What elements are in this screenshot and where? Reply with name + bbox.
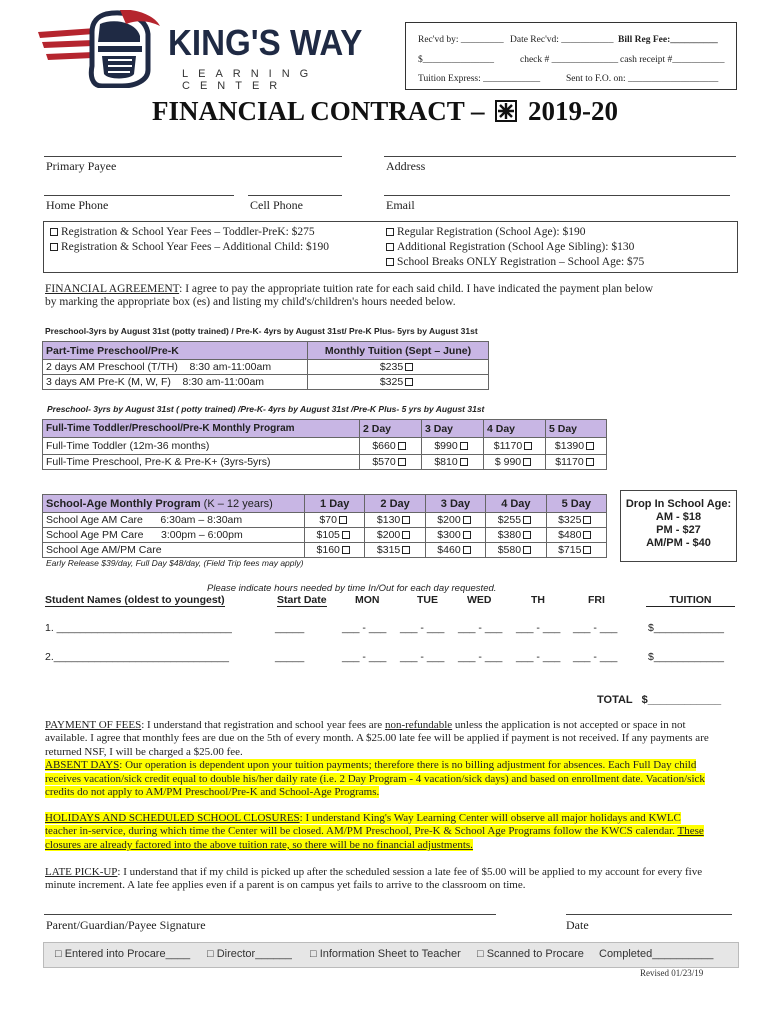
checkbox[interactable] — [50, 243, 58, 251]
student-row-1 — [45, 622, 735, 636]
date-label: Date — [566, 918, 589, 932]
checkbox[interactable] — [50, 228, 58, 236]
reg-school-breaks[interactable]: School Breaks ONLY Registration – School Age: $75 — [384, 256, 644, 268]
drop-in-ampm: AM/PM - $40 — [646, 537, 711, 549]
mon-field[interactable]: ___ - ___ — [342, 622, 387, 634]
th-field[interactable]: ___ - ___ — [516, 651, 561, 663]
checkbox[interactable] — [398, 442, 406, 450]
checkbox[interactable] — [402, 531, 410, 539]
table-row: 3 days AM Pre-K (M, W, F) 8:30 am-11:00am $325 — [43, 375, 489, 390]
start-date-field[interactable]: _____ — [275, 622, 305, 634]
reg-additional-child[interactable]: Registration & School Year Fees – Additional Child: $190 — [48, 241, 329, 253]
tue-field[interactable]: ___ - ___ — [400, 622, 445, 634]
reg-additional-school-age[interactable]: Additional Registration (School Age Sibling): $130 — [384, 241, 634, 253]
knight-helmet-icon — [36, 10, 166, 88]
payment-of-fees: PAYMENT OF FEES: I understand that registration and school year fees are non-refundable unless the application is not accepted or space in not available. I agree that monthly fees are due on the 5th of every month. A $25.00 late fee will be applied if payment is not received. If any payments are returned NSF, I will be charged a $25.00 fee. ABSENT DAYS: Our operation is dependent upon your tuition payments; therefore there is no billing adjustment for absences. Each Full Day child receives vacation/sick credit equal to double his/her daily rate (i.e. 2 Day Program - 4 vacation/sick days) and based on enrollment date. Vacation/sick credits do not apply to AM/PM Preschool/Pre-K and School-Age Programs. — [45, 719, 709, 799]
checkbox[interactable] — [398, 458, 406, 466]
hours-note: Please indicate hours needed by time In/Out for each day requested. — [207, 583, 497, 594]
wed-field[interactable]: ___ - ___ — [458, 651, 503, 663]
checkbox[interactable] — [463, 531, 471, 539]
student-name-field[interactable]: 2.______________________________ — [45, 651, 229, 663]
mon-field[interactable]: ___ - ___ — [342, 651, 387, 663]
completed[interactable]: Completed__________ — [599, 948, 714, 960]
scanned-to-procare[interactable]: □ Scanned to Procare — [477, 948, 584, 960]
email-label: Email — [386, 198, 415, 212]
checkbox[interactable] — [523, 516, 531, 524]
checkbox[interactable] — [523, 531, 531, 539]
hours-header: Student Names (oldest to youngest) Start Date MON TUE WED TH FRI TUITION — [45, 594, 735, 608]
revised-date: Revised 01/23/19 — [640, 968, 704, 978]
fri-field[interactable]: ___ - ___ — [573, 651, 618, 663]
tuition-field[interactable]: $____________ — [648, 622, 724, 634]
financial-agreement: FINANCIAL AGREEMENT: I agree to pay the appropriate tuition rate for each said child. I have indicated the payment plan below by marking the appropriate box (es) and listing my child's/children's hours needed below. — [45, 283, 653, 309]
registration-box — [43, 221, 738, 273]
full-time-table: Full-Time Toddler/Preschool/Pre-K Monthly Program 2 Day 3 Day 4 Day 5 Day Full-Time Toddler (12m-36 months) $660 $990 $1170 $1390 Full-Time Preschool, Pre-K & Pre-K+ (3yrs-5yrs) $570 $810 $ 990 $1170 — [42, 419, 607, 470]
office-status-bar — [43, 942, 739, 968]
office-check: check # ______________ — [520, 55, 619, 65]
title-year: 2019-20 — [528, 96, 619, 126]
th-field[interactable]: ___ - ___ — [516, 622, 561, 634]
checkbox[interactable] — [386, 243, 394, 251]
logo-name: KING'S WAY — [168, 22, 363, 63]
checkbox[interactable] — [463, 546, 471, 554]
checkbox[interactable] — [342, 546, 350, 554]
tue-field[interactable]: ___ - ___ — [400, 651, 445, 663]
office-cash-receipt: cash receipt #___________ — [620, 55, 725, 65]
logo — [36, 10, 386, 92]
total-field[interactable]: TOTAL $____________ — [597, 694, 722, 706]
checkbox[interactable] — [583, 546, 591, 554]
office-use-box — [405, 22, 737, 90]
table-row: School Age PM Care 3:00pm – 6:00pm $105 $200 $300 $380 $480 — [43, 528, 607, 543]
checkbox[interactable] — [405, 363, 413, 371]
info-sheet-to-teacher[interactable]: □ Information Sheet to Teacher — [310, 948, 461, 960]
office-tuition-express: Tuition Express: ____________ — [418, 74, 541, 84]
reg-regular[interactable]: Regular Registration (School Age): $190 — [384, 226, 585, 238]
home-phone-label: Home Phone — [46, 198, 109, 212]
cell-phone-label: Cell Phone — [250, 198, 303, 212]
table-row: 2 days AM Preschool (T/TH) 8:30 am-11:00am $235 — [43, 360, 489, 375]
page-title — [0, 96, 770, 127]
drop-in-box — [620, 490, 737, 562]
school-age-table: School-Age Monthly Program (K – 12 years) 1 Day 2 Day 3 Day 4 Day 5 Day School Age AM Care 6:30am – 8:30am $70 $130 $200 $255 $325 School Age PM Care 3:00pm – 6:00pm $105 $200 $300 $380 $480 School Age AM/PM Care $160 $315 $460 $580 $715 — [42, 494, 607, 558]
checkbox[interactable] — [583, 516, 591, 524]
school-age-fee-note: Early Release $39/day, Full Day $48/day, (Field Trip fees may apply) — [46, 558, 304, 568]
drop-in-title: Drop In School Age: — [625, 498, 732, 510]
part-time-header: Part-Time Preschool/Pre-K — [43, 342, 308, 360]
checkbox[interactable] — [524, 442, 532, 450]
checkbox[interactable] — [523, 546, 531, 554]
primary-payee-label: Primary Payee — [46, 159, 117, 173]
student-row-2 — [45, 651, 735, 665]
tuition-field[interactable]: $____________ — [648, 651, 724, 663]
checkbox[interactable] — [386, 258, 394, 266]
office-bill-reg-fee: Bill Reg Fee:__________ — [618, 35, 718, 45]
table-row: School Age AM/PM Care $160 $315 $460 $580 $715 — [43, 543, 607, 558]
checkbox[interactable] — [523, 458, 531, 466]
drop-in-am: AM - $18 — [655, 511, 702, 523]
preschool-age-note: Preschool-3yrs by August 31st (potty trained) / Pre-K- 4yrs by August 31st/ Pre-K Plus- 5yrs by August 31st — [45, 326, 478, 336]
monthly-tuition-header: Monthly Tuition (Sept – June) — [308, 342, 489, 360]
office-recvd-by: Rec'vd by: _________ — [418, 35, 504, 45]
crest-icon — [495, 100, 517, 122]
table-row: Full-Time Toddler (12m-36 months) $660 $990 $1170 $1390 — [43, 438, 607, 455]
fri-field[interactable]: ___ - ___ — [573, 622, 618, 634]
checkbox[interactable] — [339, 516, 347, 524]
drop-in-pm: PM - $27 — [656, 524, 701, 536]
checkbox[interactable] — [386, 228, 394, 236]
title-text: FINANCIAL CONTRACT – — [151, 96, 485, 126]
checkbox[interactable] — [586, 442, 594, 450]
office-sent-to-fo: Sent to F.O. on: ___________________ — [566, 74, 719, 84]
checkbox[interactable] — [402, 516, 410, 524]
late-pickup: LATE PICK-UP: I understand that if my child is picked up after the scheduled session a late fee of $5.00 will be applied to my account for every five minute increment. A late fee applies even if a parent is on campus yet fails to arrive to the classroom on time. — [45, 866, 703, 892]
checkbox[interactable] — [583, 531, 591, 539]
part-time-table — [42, 341, 489, 390]
signature-label: Parent/Guardian/Payee Signature — [46, 918, 206, 932]
checkbox[interactable] — [342, 531, 350, 539]
student-name-field[interactable]: 1. ______________________________ — [45, 622, 232, 634]
address-label: Address — [386, 159, 426, 173]
checkbox[interactable] — [586, 458, 594, 466]
wed-field[interactable]: ___ - ___ — [458, 622, 503, 634]
holidays-closures: HOLIDAYS AND SCHEDULED SCHOOL CLOSURES: I understand King's Way Learning Center will observe all major holidays and KWLC teacher in-service, during which time the Center will be closed. AM/PM Preschool, Pre-K & School Age Programs follow the KWCS calendar. These closures are already factored into the above tuition rate, so there will be no financial adjustments. — [45, 812, 704, 851]
checkbox[interactable] — [405, 378, 413, 386]
table-row: School Age AM Care 6:30am – 8:30am $70 $130 $200 $255 $325 — [43, 513, 607, 528]
checkbox[interactable] — [463, 516, 471, 524]
checkbox[interactable] — [460, 458, 468, 466]
table-row: Full-Time Preschool, Pre-K & Pre-K+ (3yrs-5yrs) $570 $810 $ 990 $1170 — [43, 455, 607, 470]
start-date-field[interactable]: _____ — [275, 651, 305, 663]
reg-toddler-prek[interactable]: Registration & School Year Fees – Toddler-PreK: $275 — [48, 226, 315, 238]
director[interactable]: □ Director______ — [207, 948, 292, 960]
logo-subtitle: LEARNING CENTER — [182, 68, 319, 92]
fulltime-age-note: Preschool- 3yrs by August 31st ( potty trained) /Pre-K- 4yrs by August 31st /Pre-K Plus- 5 yrs by August 31st — [47, 404, 485, 414]
office-amount: $_______________ — [418, 55, 494, 65]
entered-into-procare[interactable]: □ Entered into Procare____ — [55, 948, 191, 960]
checkbox[interactable] — [402, 546, 410, 554]
checkbox[interactable] — [460, 442, 468, 450]
office-date-recvd: Date Rec'vd: ___________ — [510, 35, 614, 45]
